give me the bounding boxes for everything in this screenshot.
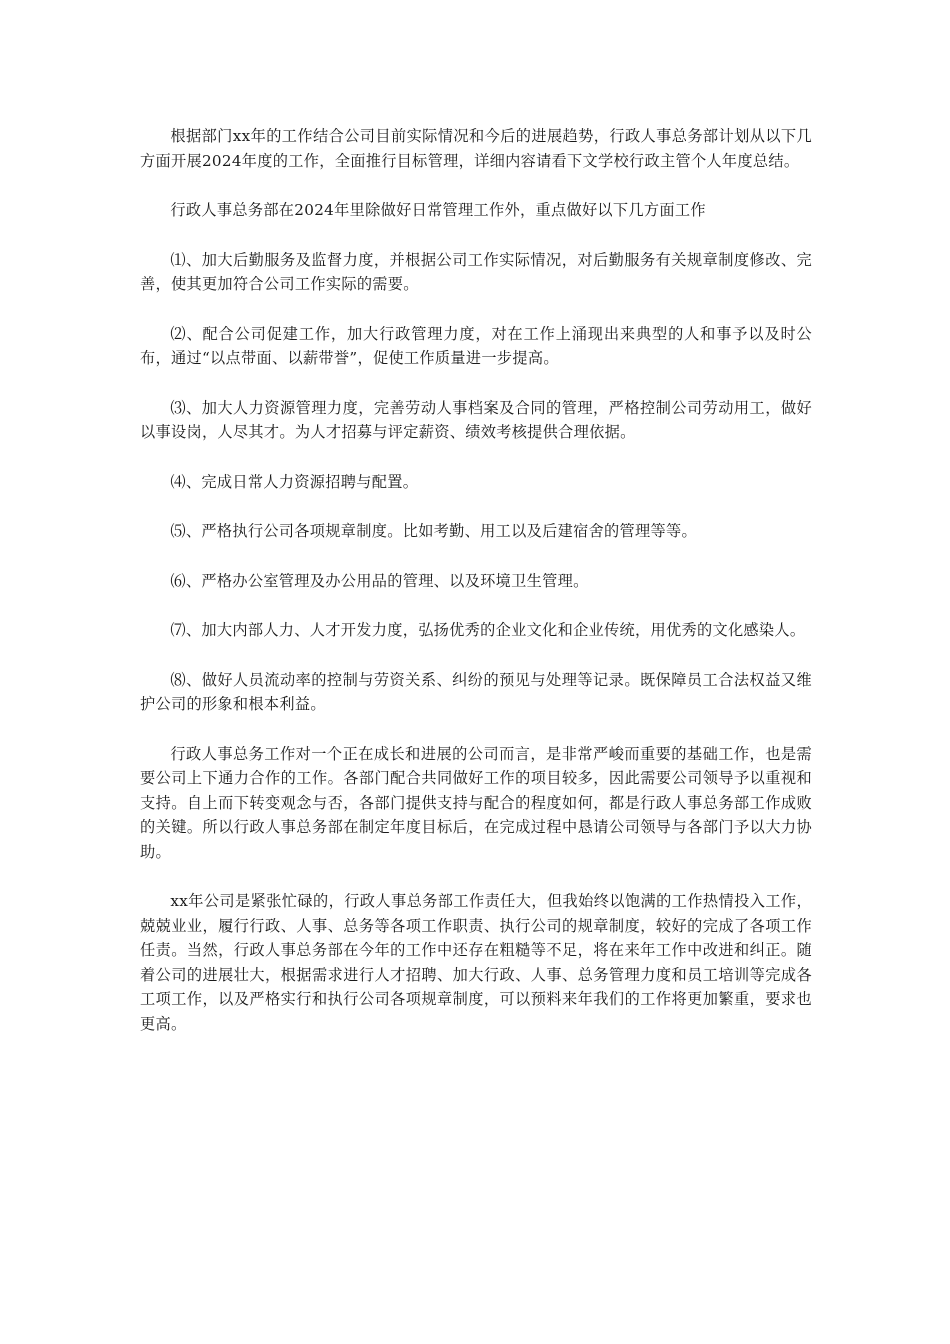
list-item-5: ⑸、严格执行公司各项规章制度。比如考勤、用工以及后建宿舍的管理等等。	[170, 522, 697, 540]
focus-statement-paragraph: 行政人事总务部在2024年里除做好日常管理工作外，重点做好以下几方面工作	[170, 201, 706, 219]
document-page	[140, 124, 812, 1061]
list-item-7: ⑺、加大内部人力、人才开发力度，弘扬优秀的企业文化和企业传统，用优秀的文化感染人。	[170, 621, 806, 639]
list-item-2: ⑵、配合公司促建工作，加大行政管理力度，对在工作上涌现出来典型的人和事予以及时公布，通过“以点带面、以薪带誉”，促使工作质量进一步提高。	[140, 324, 812, 367]
list-item-3: ⑶、加大人力资源管理力度，完善劳动人事档案及合同的管理，严格控制公司劳动用工，做好以事设岗，人尽其才。为人才招募与评定薪资、绩效考核提供合理依据。	[140, 398, 812, 441]
list-item-1: ⑴、加大后勤服务及监督力度，并根据公司工作实际情况，对后勤服务有关规章制度修改、完善，使其更加符合公司工作实际的需要。	[140, 250, 812, 293]
list-item-6: ⑹、严格办公室管理及办公用品的管理、以及环境卫生管理。	[170, 571, 589, 590]
summary-paragraph: xx年公司是紧张忙碌的，行政人事总务部工作责任大，但我始终以饱满的工作热情投入工作，兢兢业业，履行行政、人事、总务等各项工作职责、执行公司的规章制度，较好的完成了各项工作任责。当然，行政人事总务部在今年的工作中还存在粗糙等不足，将在来年工作中改进和纠正。随着公司的进展壮大，根据需求进行人才招聘、加大行政、人事、总务管理力度和员工培训等完成各工项工作，以及严格实行和执行公司各项规章制度，可以预料来年我们的工作将更加繁重，要求也更高。	[140, 892, 812, 1033]
list-item-8: ⑻、做好人员流动率的控制与劳资关系、纠纷的预见与处理等记录。既保障员工合法权益又维护公司的形象和根本利益。	[140, 670, 812, 713]
intro-paragraph: 根据部门xx年的工作结合公司目前实际情况和今后的进展趋势，行政人事总务部计划从以下几方面开展2024年度的工作，全面推行目标管理，详细内容请看下文学校行政主管个人年度总结。	[140, 127, 812, 170]
list-item-4: ⑷、完成日常人力资源招聘与配置。	[170, 472, 419, 491]
cooperation-paragraph: 行政人事总务工作对一个正在成长和进展的公司而言，是非常严峻而重要的基础工作，也是需要公司上下通力合作的工作。各部门配合共同做好工作的项目较多，因此需要公司领导予以重视和支持。自上而下转变观念与否，各部门提供支持与配合的程度如何，都是行政人事总务部工作成败的关键。所以行政人事总务部在制定年度目标后，在完成过程中恳请公司领导与各部门予以大力协助。	[140, 744, 812, 861]
